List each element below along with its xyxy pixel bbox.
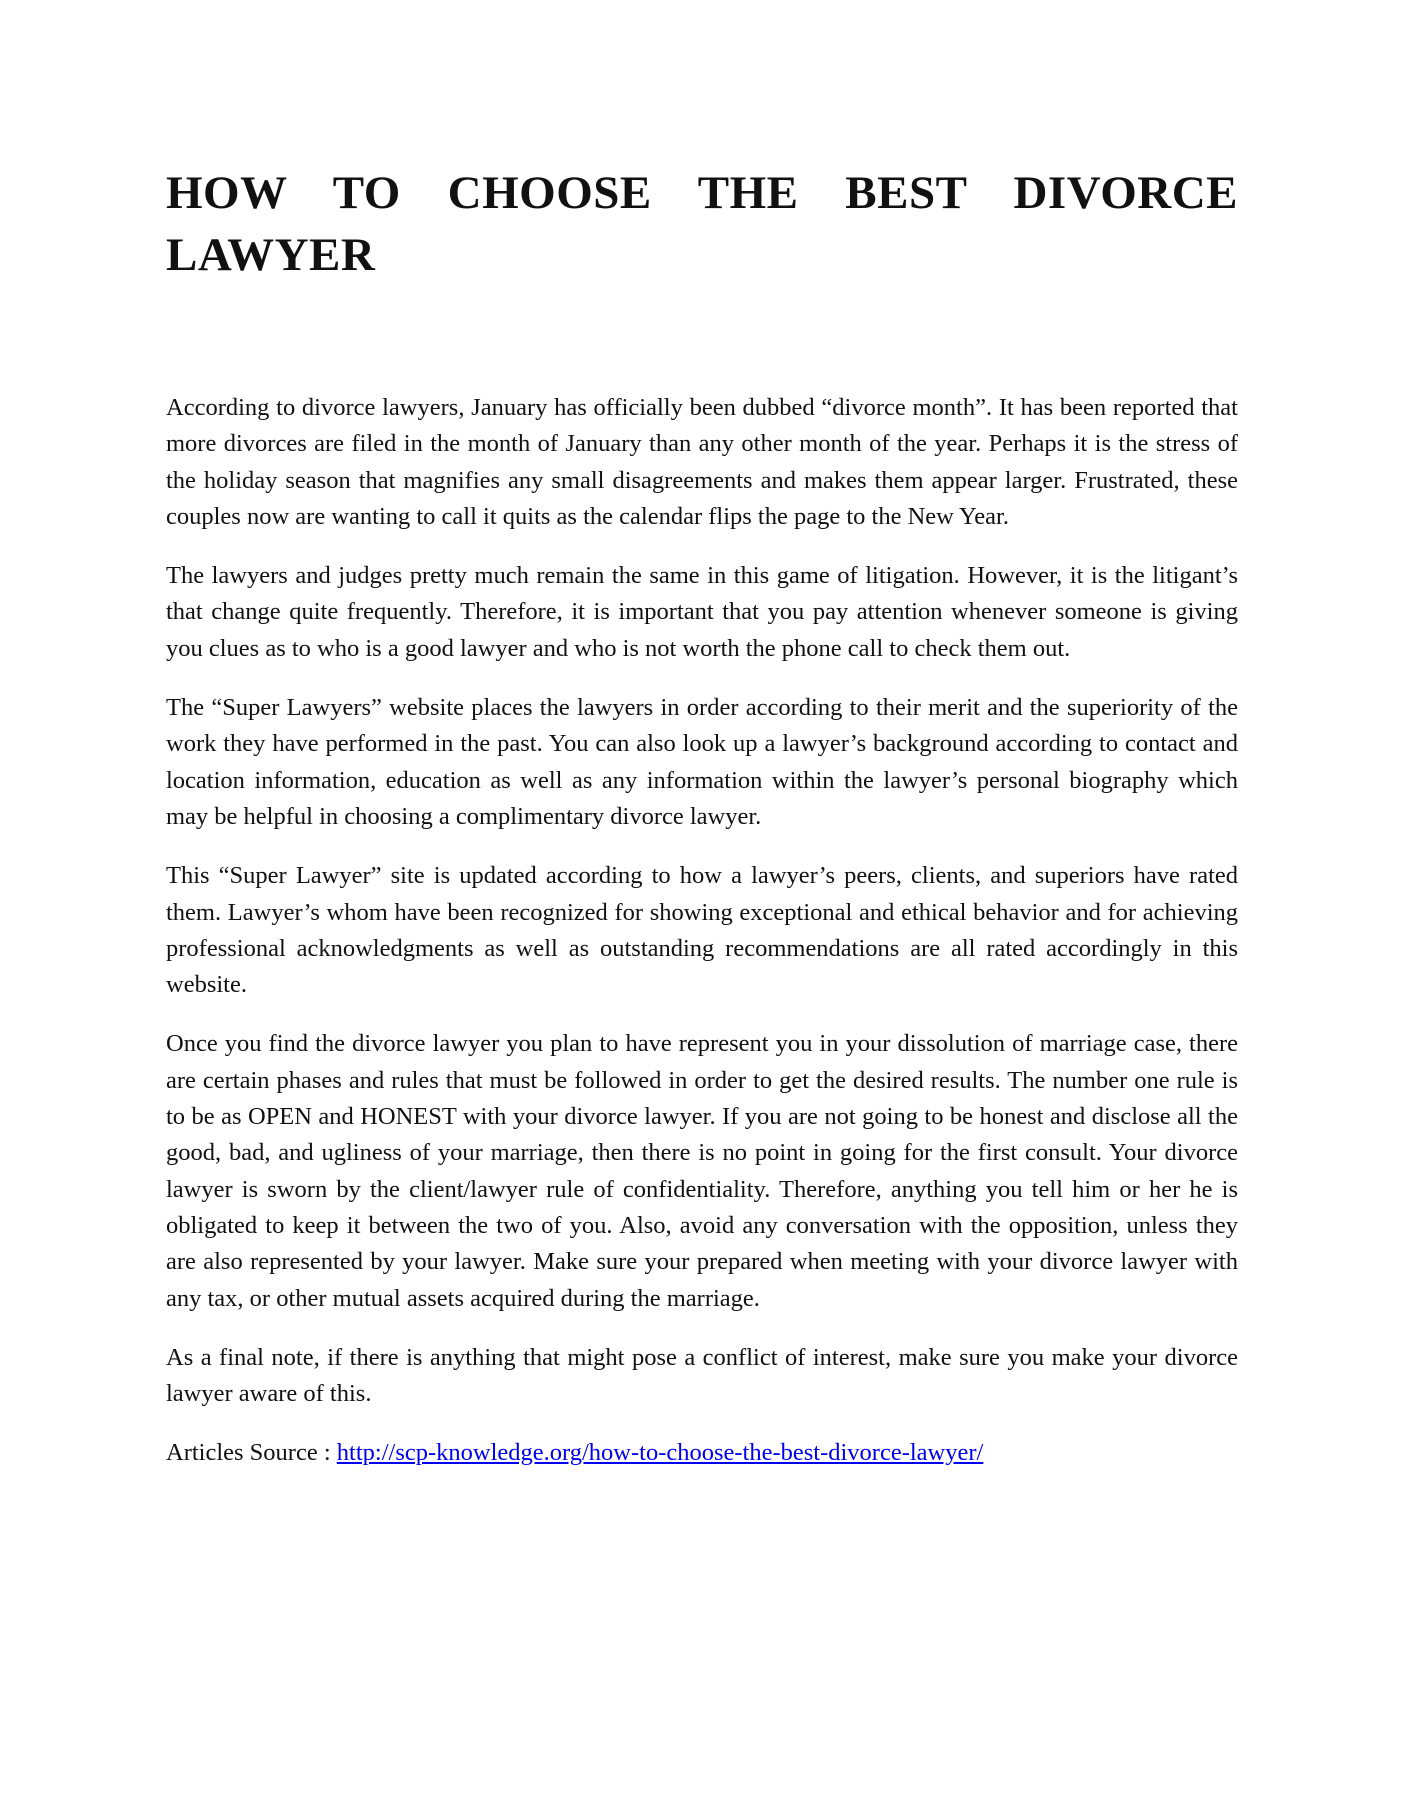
paragraph-super-lawyer-ratings: This “Super Lawyer” site is updated according to how a lawyer’s peers, clients, and superiors have rated them. Lawyer’s whom have been recognized for showing exceptional and ethical behavior and for achieving professional acknowledgments as well as outstanding recommendations are all rated accordingly in this website.: [166, 862, 1238, 999]
paragraph-rules: Once you find the divorce lawyer you plan to have represent you in your dissolution of marriage case, there are certain phases and rules that must be followed in order to get the desired results. The number one rule is to be as OPEN and HONEST with your divorce lawyer. If you are not going to be honest and disclose all the good, bad, and ugliness of your marriage, then there is no point in going for the first consult. Your divorce lawyer is sworn by the client/lawyer rule of confidentiality. Therefore, anything you tell him or her he is obligated to keep it between the two of you. Also, avoid any conversation with the opposition, unless they are also represented by your lawyer. Make sure your prepared when meeting with your divorce lawyer with any tax, or other mutual assets acquired during the marriage.: [166, 1030, 1238, 1312]
paragraph-super-lawyers-website: The “Super Lawyers” website places the lawyers in order according to their merit and the superiority of the work they have performed in the past. You can also look up a lawyer’s background according to contact and location information, education as well as any information within the lawyer’s personal biography which may be helpful in choosing a complimentary divorce lawyer.: [166, 694, 1238, 830]
paragraph-divorce-month: According to divorce lawyers, January has officially been dubbed “divorce month”. It has been reported that more divorces are filed in the month of January than any other month of the year. Perhaps it is the stress of the holiday season that magnifies any small disagreements and makes them appear larger. Frustrated, these couples now are wanting to call it quits as the calendar flips the page to the New Year.: [166, 394, 1238, 530]
document-page: [166, 162, 1238, 1495]
document-title: HOW TO CHOOSE THE BEST DIVORCE LAWYER: [166, 167, 1238, 281]
article-source: [166, 1435, 1238, 1471]
source-link[interactable]: http://scp-knowledge.org/how-to-choose-the-best-divorce-lawyer/: [336, 1439, 984, 1467]
paragraph-litigation: The lawyers and judges pretty much remain the same in this game of litigation. However, it is the litigant’s that change quite frequently. Therefore, it is important that you pay attention whenever someone is giving you clues as to who is a good lawyer and who is not worth the phone call to check them out.: [166, 562, 1238, 662]
source-label: Articles Source :: [166, 1439, 337, 1467]
document-body: [166, 390, 1238, 1472]
paragraph-final-note: As a final note, if there is anything that might pose a conflict of interest, make sure you make your divorce lawyer aware of this.: [166, 1343, 1238, 1408]
